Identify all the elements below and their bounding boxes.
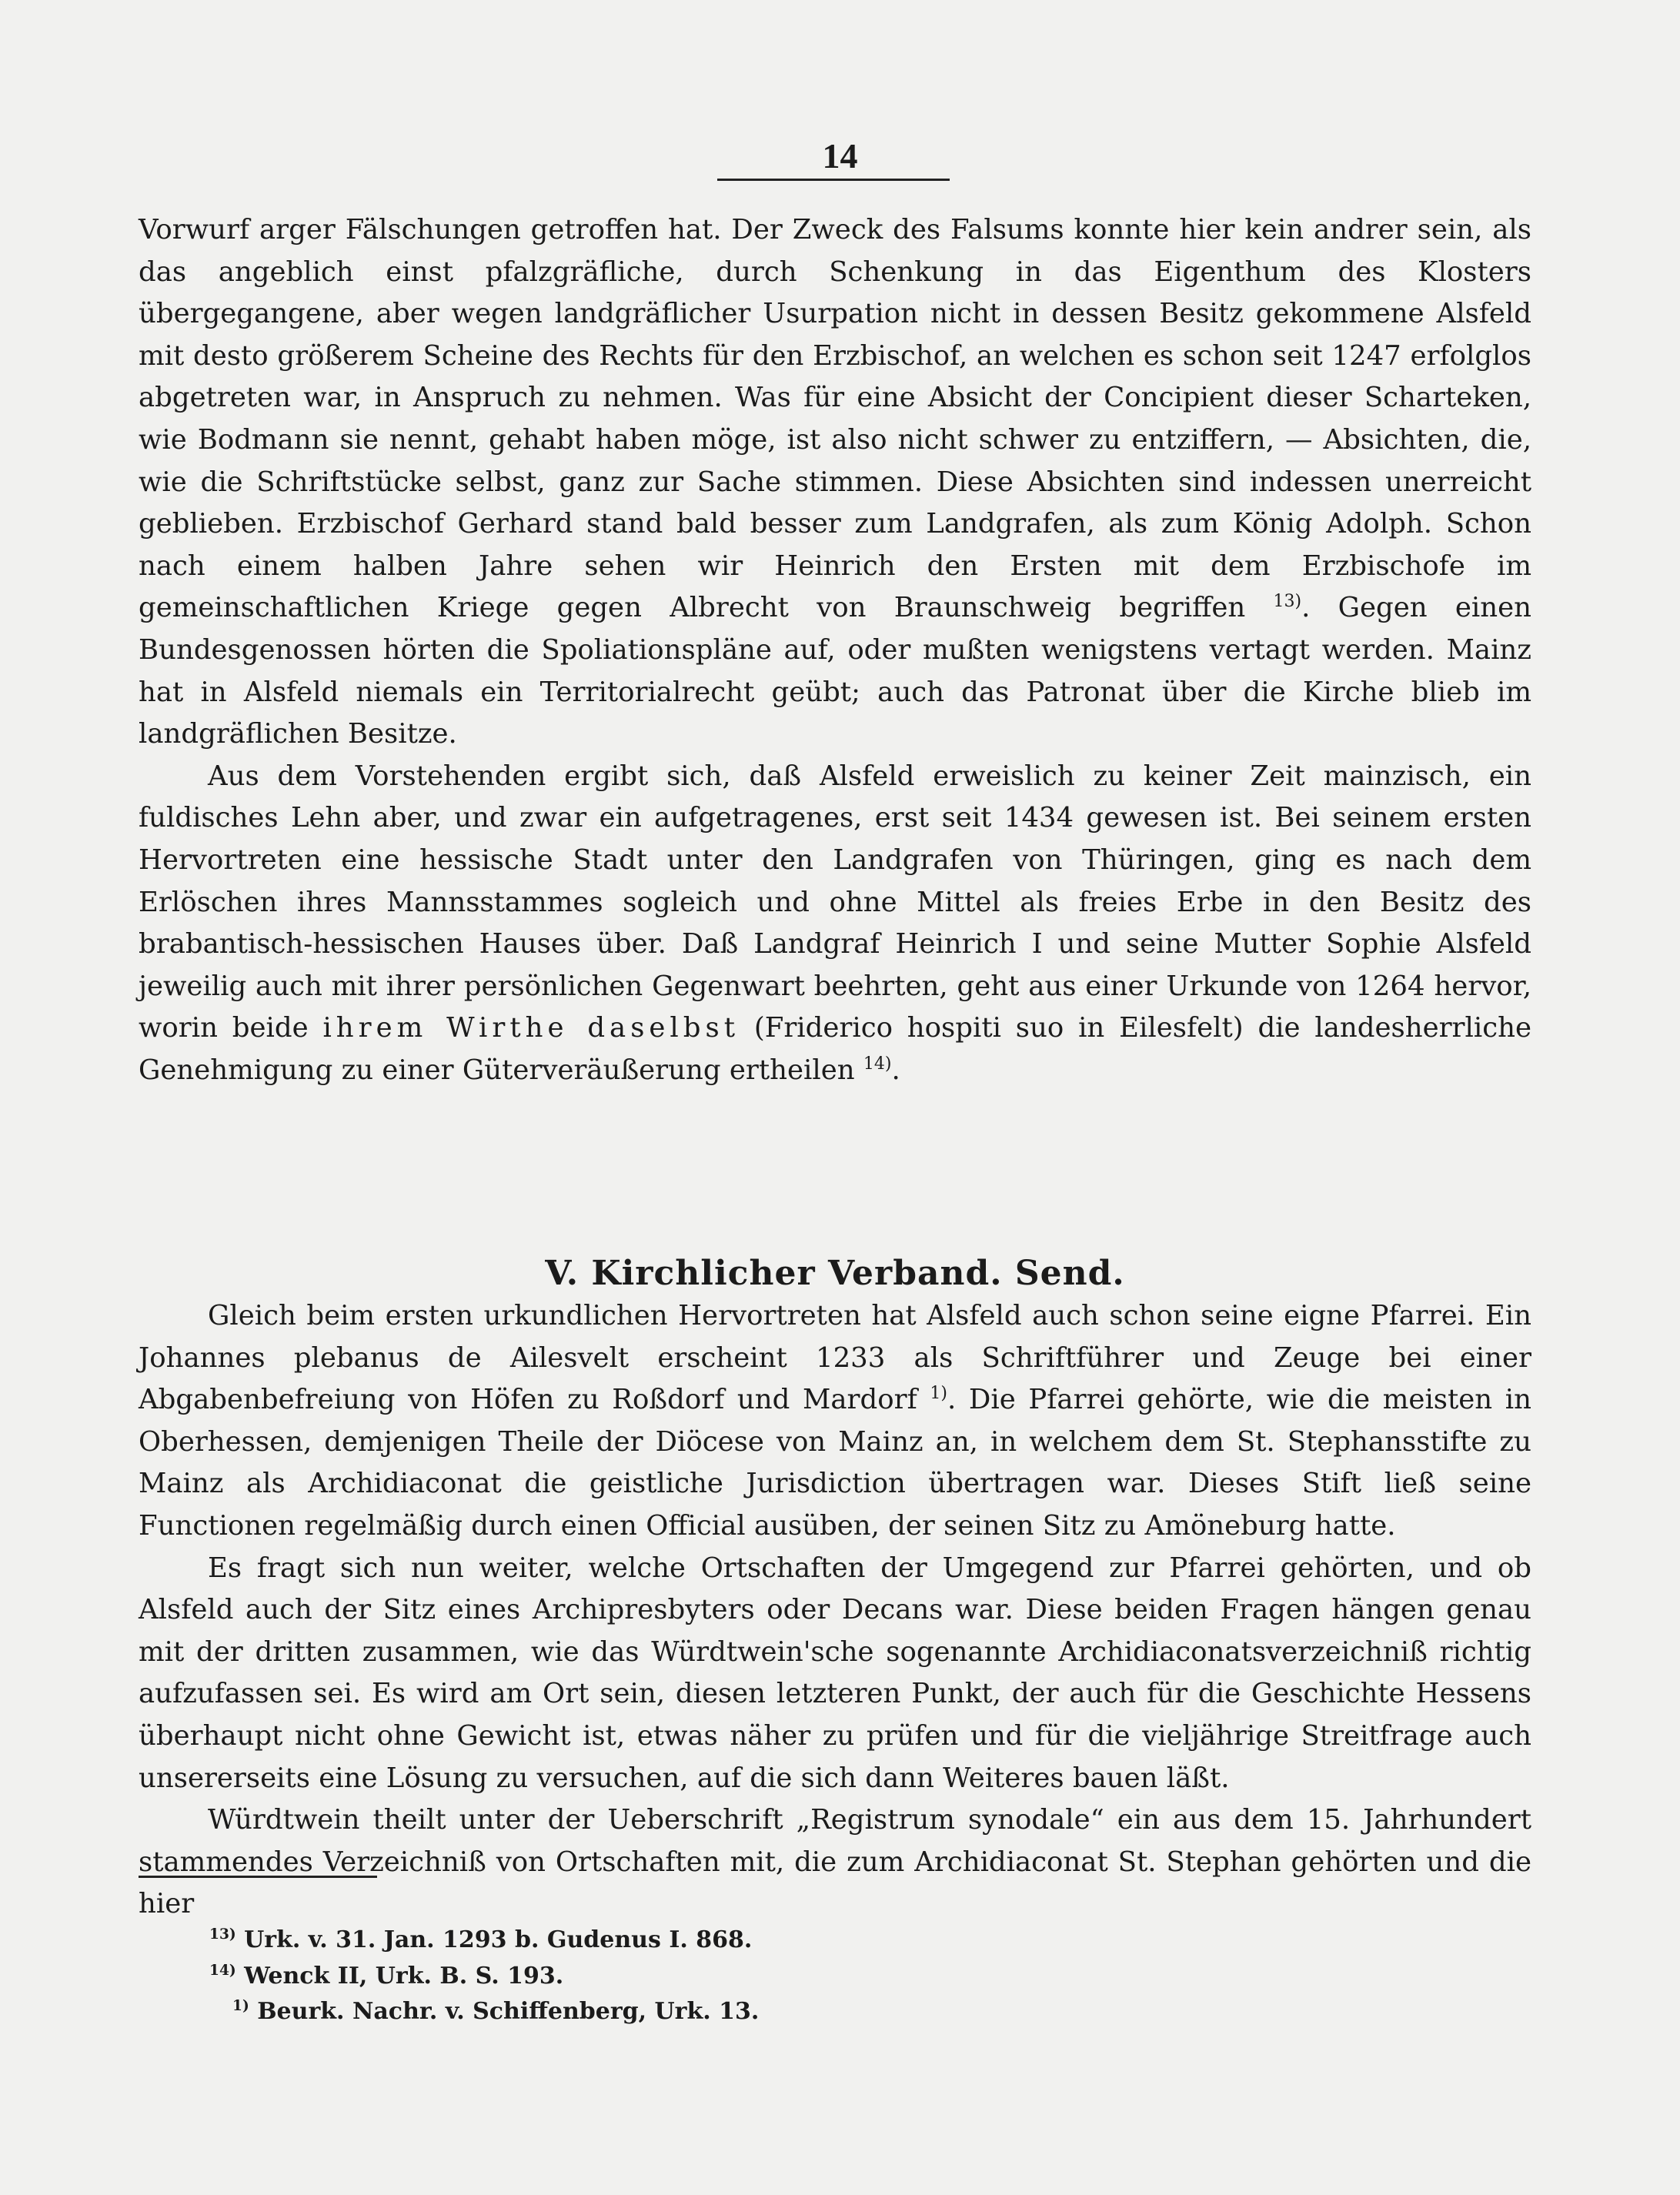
footnotes [209,1923,1287,2030]
paragraph-3: Gleich beim ersten urkundlichen Hervortreten hat Alsfeld auch schon seine eigne Pfarrei. Ein Johannes plebanus de Ailesvelt erscheint 1233 als Schriftführer und Zeuge bei einer Abgabenbefreiung von Höfen zu Roßdorf und Mardorf $^{1)}$. Die Pfarrei gehörte, wie die meisten in Oberhessen, demjenigen Theile der Diöcese von Mainz an, in welchem dem St. Stephansstifte zu Mainz als Archidiaconat die geistliche Jurisdiction übertragen war. Dieses Stift ließ seine Functionen regelmäßig durch einen Official ausüben, der seinen Sitz zu Amöneburg hatte. [139,1300,1532,1542]
footnote-rule [139,1876,377,1878]
footnote-ref-14[interactable]: 14) [863,1054,892,1074]
paragraph-1: Vorwurf arger Fälschungen getroffen hat. Der Zweck des Falsums konnte hier kein andrer sein, als das angeblich einst pfalzgräfliche, durch Schenkung in das Eigenthum des Klosters übergegangene, aber wegen landgräflicher Usurpation nicht in dessen Besitz gekommene Alsfeld mit desto größerem Scheine des Rechts für den Erzbischof, an welchen es schon seit 1247 erfolglos abgetreten war, in Anspruch zu nehmen. Was für eine Absicht der Concipient dieser Scharteken, wie Bodmann sie nennt, gehabt haben möge, ist also nicht schwer zu entziffern, — Absichten, die, wie die Schriftstücke selbst, ganz zur Sache stimmen. Diese Absichten sind indessen unerreicht geblieben. Erzbischof Gerhard stand bald besser zum Landgrafen, als zum König Adolph. Schon nach einem halben Jahre sehen wir Heinrich den Ersten mit dem Erzbischofe im gemeinschaftlichen Kriege gegen Albrecht von Braunschweig begriffen $^{13)}$. Gegen einen Bundesgenossen hörten die Spoliationspläne auf, oder mußten wenigstens vertagt werden. Mainz hat in Alsfeld niemals ein Territorialrecht geübt; auch das Patronat über die Kirche blieb im landgräflichen Besitze. [139,214,1531,750]
section-heading: V. Kirchlicher Verband. Send. [545,1254,1125,1294]
spaced-emphasis: ihrem Wirthe daselbst [322,1012,740,1044]
paragraph-4: Es fragt sich nun weiter, welche Ortschaften der Umgegend zur Pfarrei gehörten, und ob Alsfeld auch der Sitz eines Archipresbyters oder Decans war. Diese beiden Fragen hängen genau mit der dritten zusammen, wie das Würdtwein'sche sogenannte Archidiaconatsverzeichniß richtig aufzufassen sei. Es wird am Ort sein, diesen letzteren Punkt, der auch für die Geschichte Hessens überhaupt nicht ohne Gewicht ist, etwas näher zu prüfen und für die vieljährige Streitfrage auch unsererseits eine Lösung zu versuchen, auf die sich dann Weiteres bauen läßt. [139,1552,1531,1794]
footnote-1: $^{1)}$ Beurk. Nachr. v. Schiffenberg, Urk. 13. [232,1997,760,2025]
footnote-13: $^{13)}$ Urk. v. 31. Jan. 1293 b. Gudenus I. 868. [209,1926,753,1953]
page-number: 14 [822,136,858,175]
footnote-ref-13[interactable]: 13) [1273,592,1302,612]
paragraph-2: Aus dem Vorstehenden ergibt sich, daß Alsfeld erweislich zu keiner Zeit mainzisch, ein fuldisches Lehn aber, und zwar ein aufgetragenes, erst seit 1434 gewesen ist. Bei seinem ersten Hervortreten eine hessische Stadt unter den Landgrafen von Thüringen, ging es nach dem Erlöschen ihres Mannsstammes sogleich und ohne Mittel als freies Erbe in den Besitz des brabantisch-hessischen Hauses über. Daß Landgraf Heinrich I und seine Mutter Sophie Alsfeld jeweilig auch mit ihrer persönlichen Gegenwart beehrten, geht aus einer Urkunde von 1264 hervor, worin beide ihrem Wirthe daselbst (Friderico hospiti suo in Eilesfelt) die landesherrliche Genehmigung zu einer Güterveräußerung ertheilen $^{14)}$. [139,760,1531,1086]
header-rule [717,179,950,181]
footnote-14: $^{14)}$ Wenck II, Urk. B. S. 193. [209,1962,564,1990]
footnote-ref-1[interactable]: 1) [930,1384,947,1404]
paragraph-5: Würdtwein theilt unter der Ueberschrift „Registrum synodale“ ein aus dem 15. Jahrhundert stammendes Verzeichniß von Ortschaften mit, die zum Archidiaconat St. Stephan gehörten und die hier [139,1804,1531,1920]
body-text [139,209,1531,1926]
